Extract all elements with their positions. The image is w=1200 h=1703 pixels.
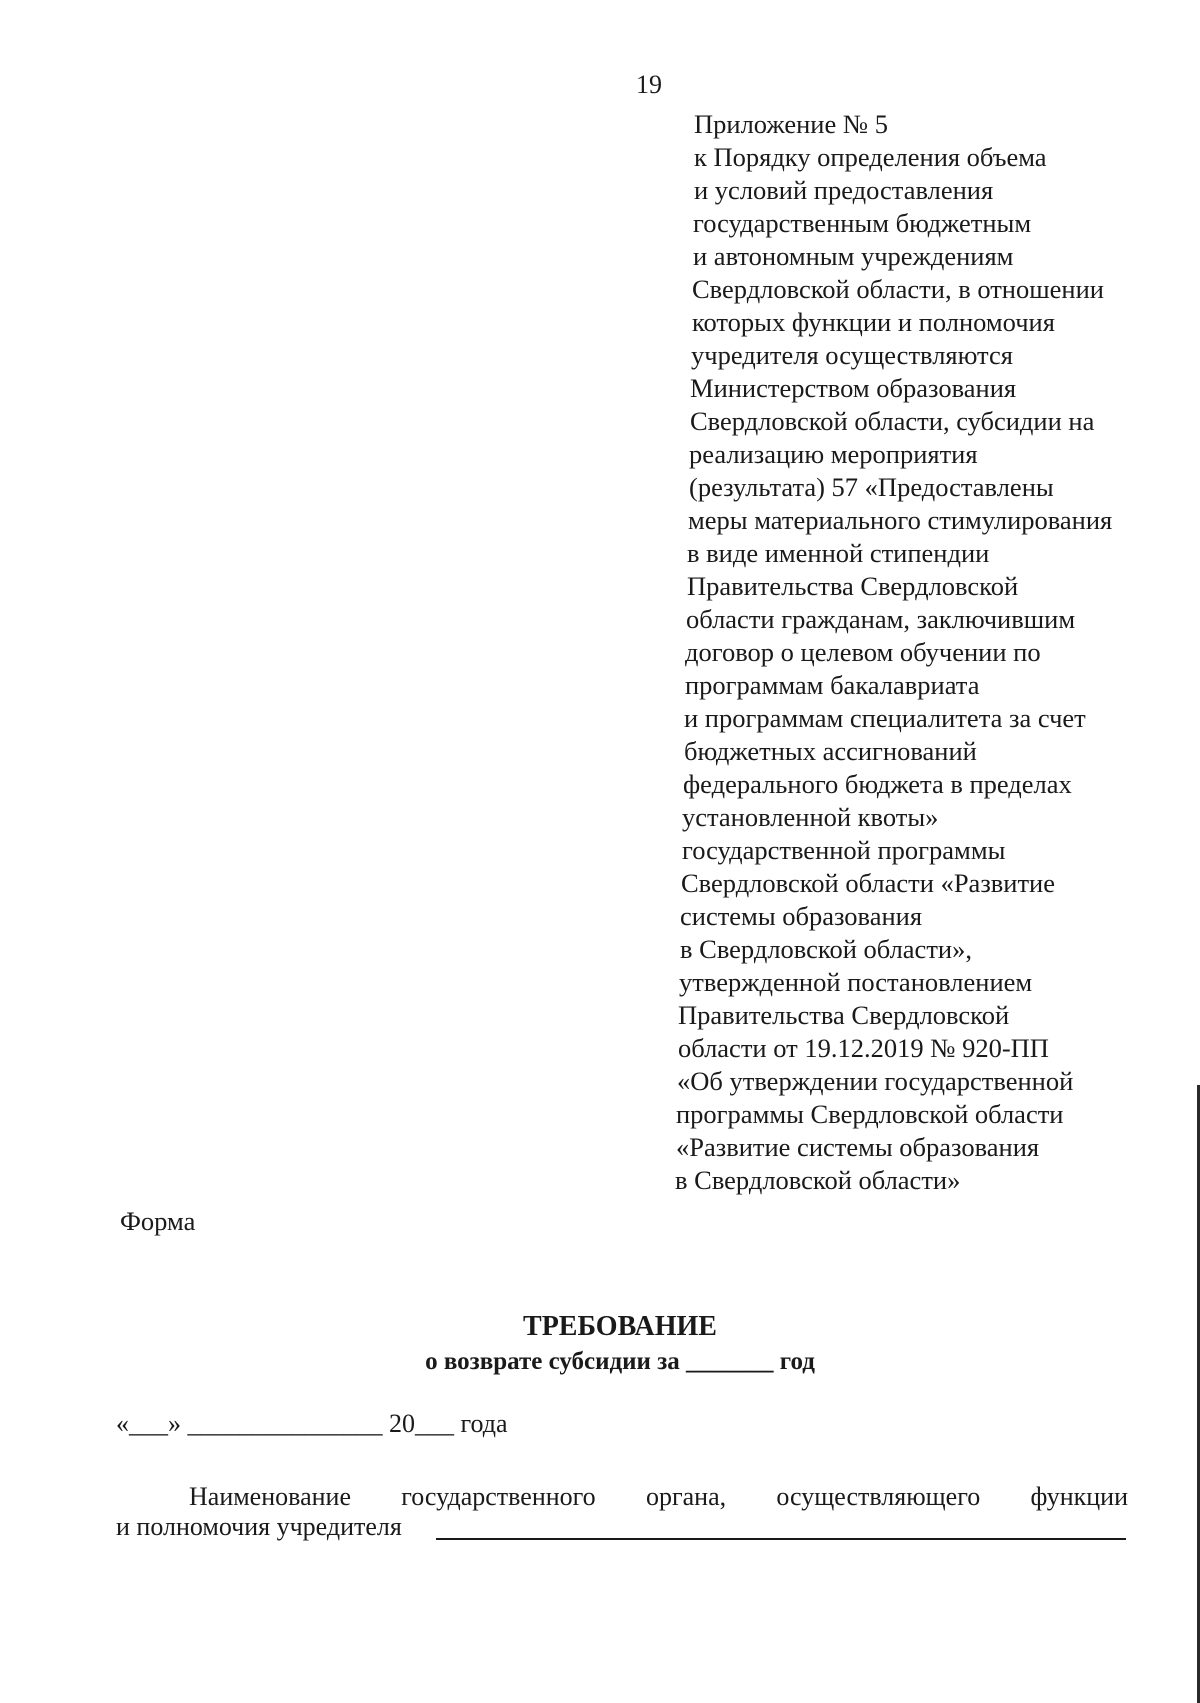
appendix-line: в Свердловской области» <box>675 1165 961 1195</box>
appendix-line: утвержденной постановлением <box>679 967 1033 997</box>
date-line: «___» _______________ 20___ года <box>116 1409 508 1438</box>
appendix-line: области от 19.12.2019 № 920-ПП <box>678 1033 1049 1063</box>
appendix-line: Свердловской области «Развитие <box>681 868 1056 898</box>
appendix-line: федерального бюджета в пределах <box>683 769 1072 799</box>
appendix-line: системы образования <box>680 901 923 931</box>
appendix-line: договор о целевом обучении по <box>685 637 1041 667</box>
appendix-block <box>672 108 1192 1197</box>
appendix-line: Министерством образования <box>690 373 1017 403</box>
form-label: Форма <box>120 1206 196 1236</box>
appendix-line: (результата) 57 «Предоставлены <box>689 472 1054 502</box>
appendix-line: которых функции и полномочия <box>692 307 1055 337</box>
founder-paragraph-line-2: и полномочия учредителя <box>116 1512 402 1541</box>
appendix-line: «Об утверждении государственной <box>677 1066 1074 1096</box>
document-title: ТРЕБОВАНИЕ <box>523 1311 717 1342</box>
appendix-line: программам бакалавриата <box>685 670 980 700</box>
appendix-line: бюджетных ассигнований <box>684 736 977 766</box>
document-subtitle: о возврате субсидии за _______ год <box>425 1348 815 1375</box>
appendix-line: Правительства Свердловской <box>687 571 1019 601</box>
appendix-line: «Развитие системы образования <box>676 1132 1040 1162</box>
appendix-line: программы Свердловской области <box>676 1099 1064 1129</box>
appendix-line: в виде именной стипендии <box>687 538 990 568</box>
appendix-line: государственной программы <box>682 835 1006 865</box>
appendix-line: Свердловской области, субсидии на <box>690 406 1095 436</box>
page-number: 19 <box>636 70 662 99</box>
appendix-line: области гражданам, заключившим <box>686 604 1076 634</box>
appendix-line: Приложение № 5 <box>694 109 889 139</box>
appendix-line: Свердловской области, в отношении <box>692 274 1104 304</box>
founder-paragraph-line-1: Наименование государственного органа, осуществляющего функции <box>189 1482 1128 1511</box>
appendix-line: реализацию мероприятия <box>689 439 978 469</box>
appendix-line: меры материального стимулирования <box>688 505 1113 535</box>
appendix-line: Правительства Свердловской <box>678 1000 1010 1030</box>
appendix-line: и условий предоставления <box>694 175 994 205</box>
appendix-line: государственным бюджетным <box>693 208 1032 238</box>
appendix-line: и автономным учреждениям <box>693 241 1014 271</box>
appendix-line: установленной квоты» <box>682 802 939 832</box>
founder-name-fill-line <box>436 1538 1126 1540</box>
appendix-line: в Свердловской области», <box>680 934 972 964</box>
appendix-line: и программам специалитета за счет <box>684 703 1086 733</box>
appendix-line: учредителя осуществляются <box>691 340 1013 370</box>
appendix-line: к Порядку определения объема <box>694 142 1047 172</box>
